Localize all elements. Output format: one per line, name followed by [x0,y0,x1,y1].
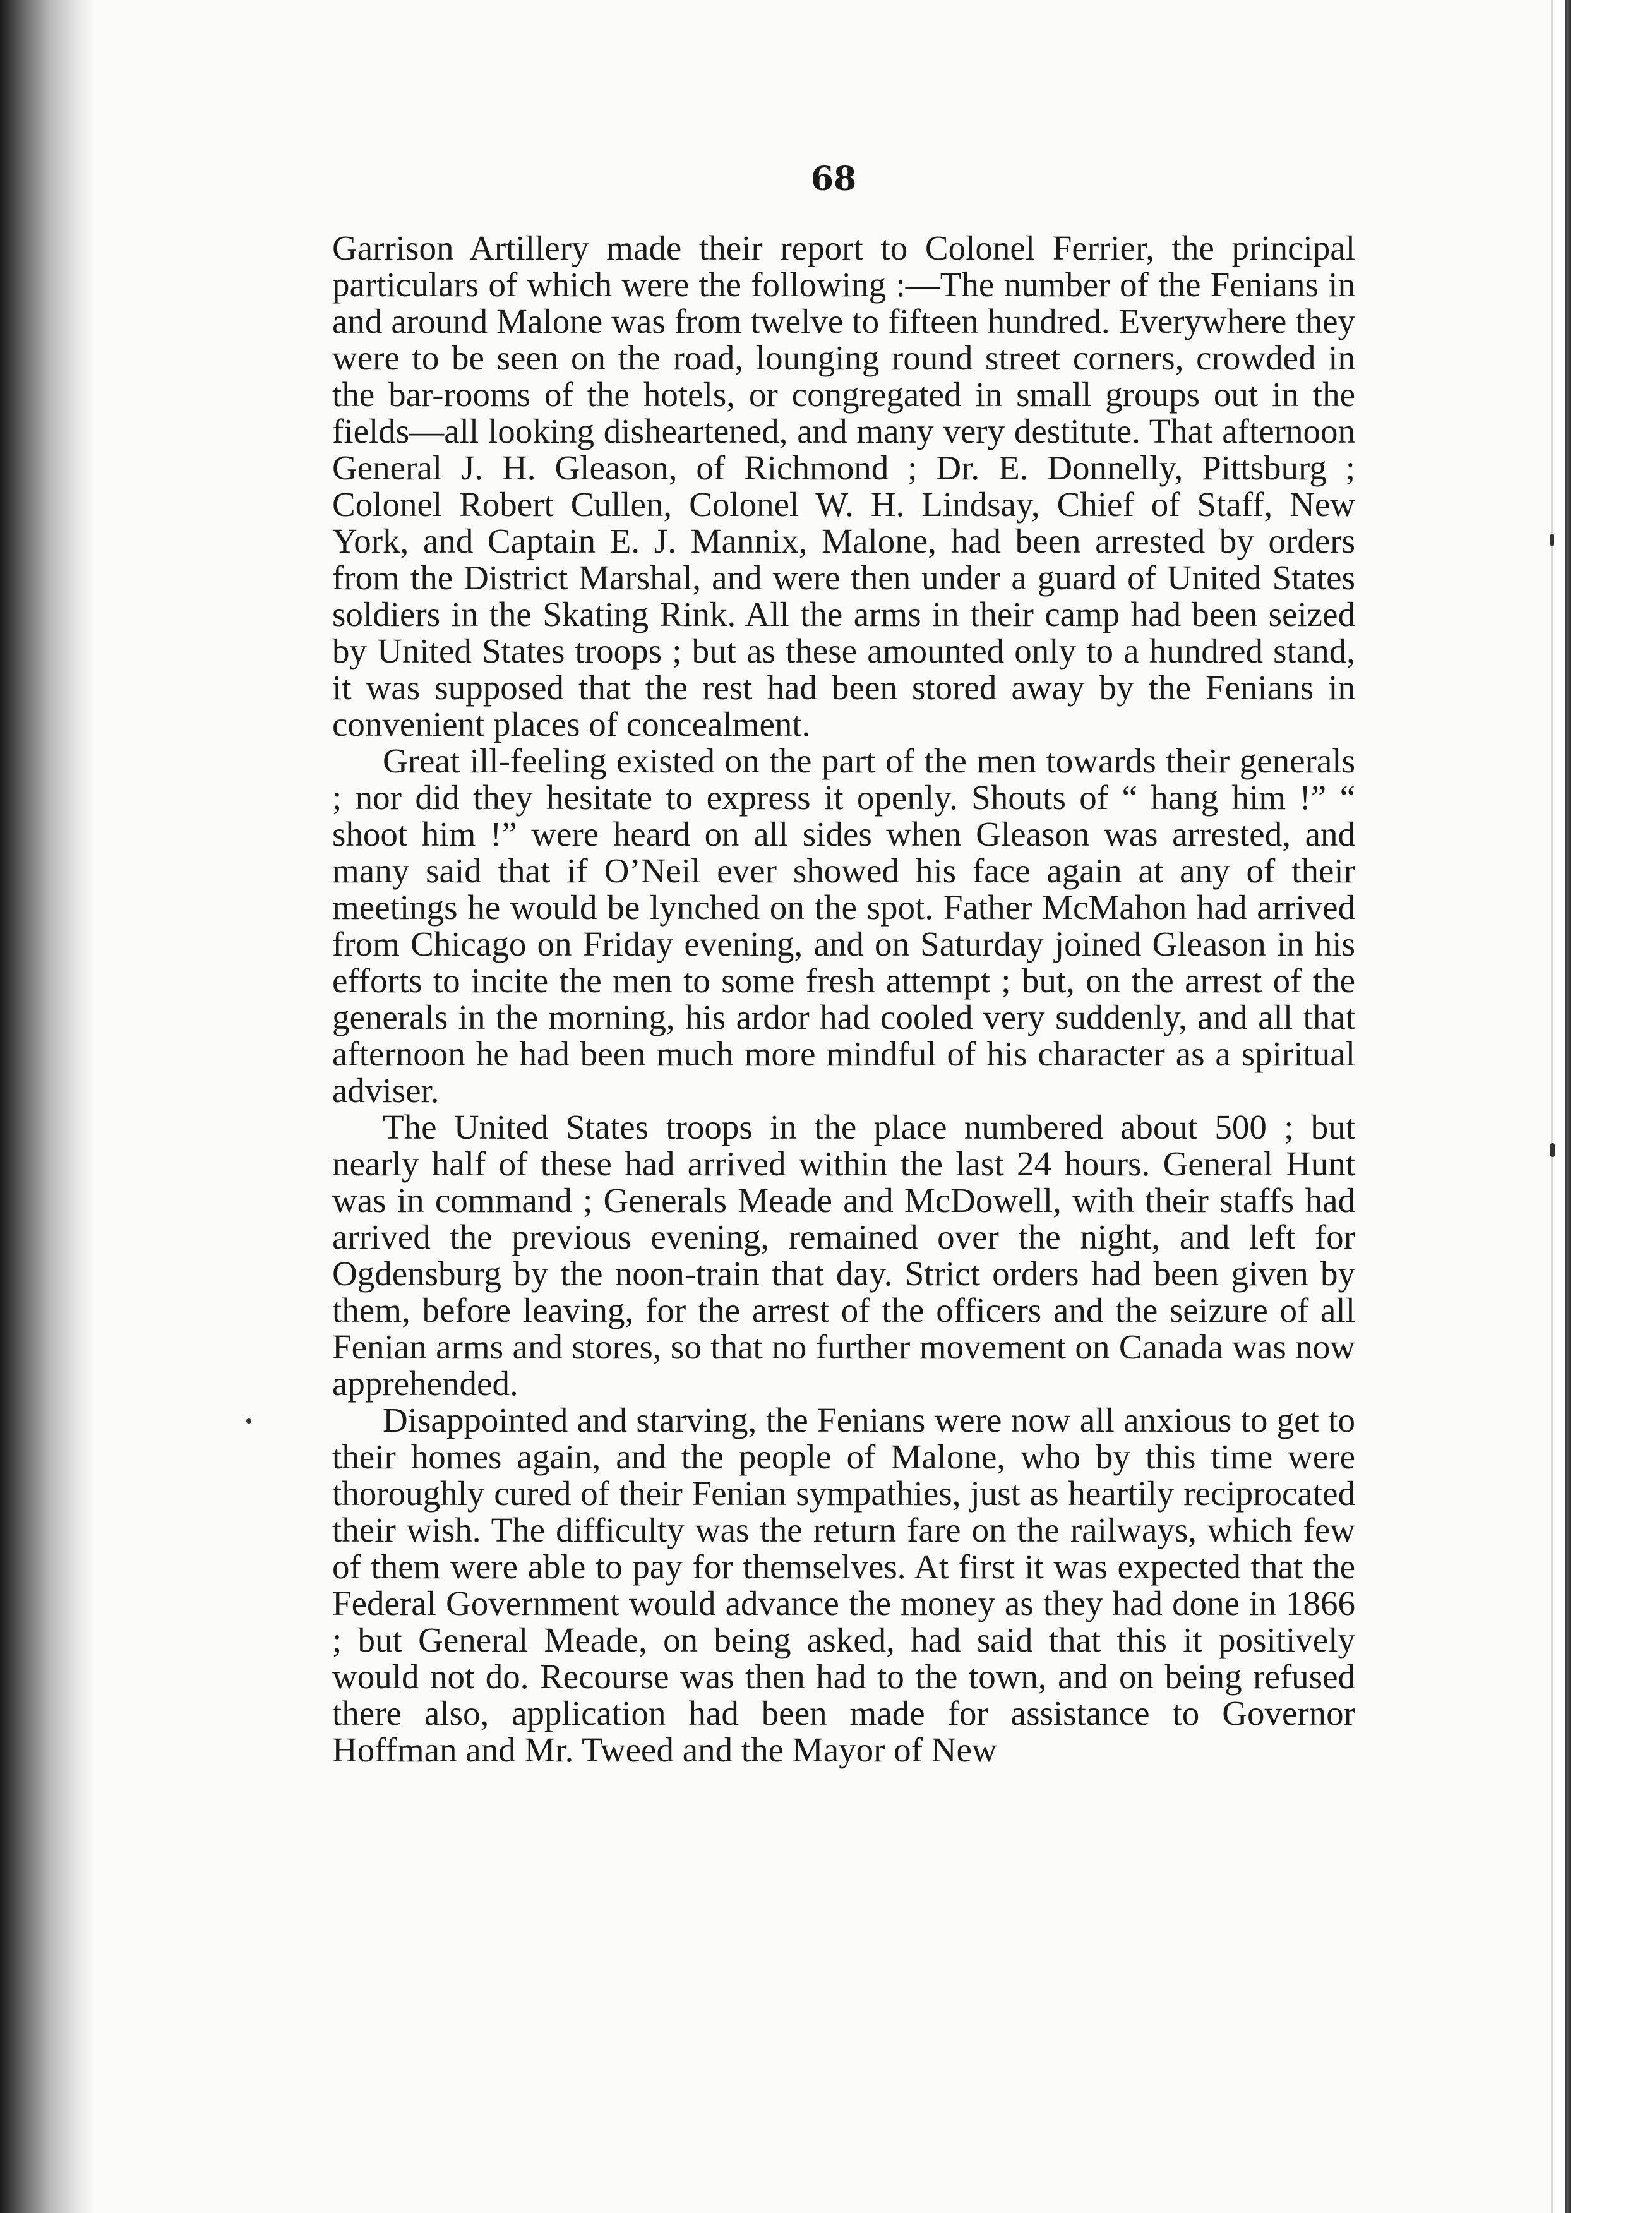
scan-speck [1550,534,1554,546]
paragraph-2: Great ill-feeling existed on the part of the men towards their generals ; nor did they hesitate to express it openly. Shouts of “ hang him !” “ shoot him !” were heard on all sides when Gleason was arrested, and many said that if O’Neil ever showed his face again at any of their meetings he would be lynched on the spot. Father McMahon had arrived from Chicago on Friday evening, and on Saturday joined Gleason in his efforts to incite the men to some fresh attempt ; but, on the arrest of the generals in the morning, his ardor had cooled very suddenly, and all that afternoon he had been much more mindful of his character as a spiritual adviser. [332,741,1355,1110]
paragraph-3: The United States troops in the place numbered about 500 ; but nearly half of these had arrived within the last 24 hours. General Hunt was in command ; Generals Meade and McDowell, with their staffs had arrived the previous evening, remained over the night, and left for Ogdensburg by the noon-train that day. Strict orders had been given by them, before leaving, for the arrest of the officers and the seizure of all Fenian arms and stores, so that no further movement on Canada was now apprehended. [332,1108,1355,1403]
scan-speck [246,1418,251,1424]
paragraph-1: Garrison Artillery made their report to Colonel Ferrier, the principal particulars of which were the following :—The number of the Fenians in and around Malone was from twelve to fifteen hundred. Everywhere they were to be seen on the road, lounging round street corners, crowded in the bar-rooms of the hotels, or congregated in small groups out in the fields—all looking disheartened, and many very destitute. That afternoon General J. H. Gleason, of Richmond ; Dr. E. Donnelly, Pittsburg ; Colonel Robert Cullen, Colonel W. H. Lindsay, Chief of Staff, New York, and Captain E. J. Mannix, Malone, had been arrested by orders from the District Marshal, and were then under a guard of United States soldiers in the Skating Rink. All the arms in their camp had been seized by United States troops ; but as these amounted only to a hundred stand, it was supposed that the rest had been stored away by the Fenians in convenient places of concealment. [332,229,1355,743]
page-edge-shadow [1565,0,1571,2213]
page-edge-highlight [1551,0,1553,2213]
paragraph-4: Disappointed and starving, the Fenians were now all anxious to get to their homes again, and the people of Malone, who by this time were thoroughly cured of their Fenian sympathies, just as heartily reciprocated their wish. The difficulty was the return fare on the railways, which few of them were able to pay for themselves. At first it was expected that the Federal Government would advance the money as they had done in 1866 ; but General Meade, on being asked, had said that this it positively would not do. Recourse was then had to the town, and on being refused there also, application had been made for assistance to Governor Hoffman and Mr. Tweed and the Mayor of New [332,1401,1355,1769]
book-gutter-shadow [0,0,95,2213]
page-number: 68 [810,160,857,198]
body-text [332,230,1355,1768]
scan-speck [1550,1143,1555,1157]
